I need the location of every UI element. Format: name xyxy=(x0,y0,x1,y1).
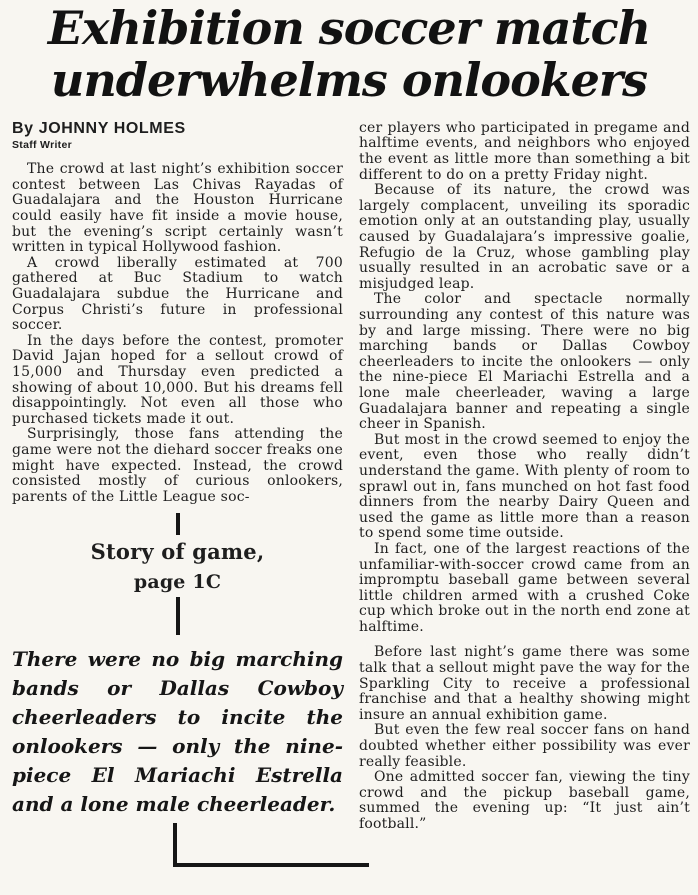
article-headline xyxy=(0,0,698,107)
headline-line-2: underwhelms onlookers xyxy=(50,53,648,108)
article-paragraph: In the days before the contest, promoter David Jajan hoped for a sellout crowd of 15,000 and Thursday even predicted a showing of about 10,000. But his dreams fell disappointingly. Not even all those who purchased tickets made it out. xyxy=(12,332,343,427)
refer-line-1: Story of game, xyxy=(90,539,265,565)
article-paragraph: cer players who participated in pregame and halftime events, and neighbors who enjoyed the event as little more than something a bit different to do on a pretty Friday night. xyxy=(359,119,690,183)
article-paragraph: The color and spectacle normally surrounding any contest of this nature was by and large missing. There were no big marching bands or Dallas Cowboy cheerleaders to incite the onlookers — only the nine-piece El Mariachi Estrella and a lone male cheerleader, waving a large Guadalajara banner and repeating a single cheer in Spanish. xyxy=(359,291,690,433)
article-paragraph: Because of its nature, the crowd was largely complacent, unveiling its sporadic emotion only at an outstanding play, usually caused by Guadalajara’s impressive goalie, Refugio de la Cruz, whose gambling play usually resulted in an acrobatic save or a misjudged leap. xyxy=(359,182,690,292)
article-columns xyxy=(0,121,698,867)
staff-writer-label: Staff Writer xyxy=(12,138,72,151)
article-paragraph: In fact, one of the largest reactions of the unfamiliar-with-soccer crowd came from an impromptu baseball game between several little children armed with a crushed Coke cup which broke out in the north end zone at halftime. xyxy=(359,540,690,635)
article-paragraph: One admitted soccer fan, viewing the tiny crowd and the pickup baseball game, summed the evening up: “It just ain’t football.” xyxy=(359,769,690,832)
article-paragraph: A crowd liberally estimated at 700 gathered at Buc Stadium to watch Guadalajara subdue the Hurricane and Corpus Christi’s future in professional soccer. xyxy=(12,254,343,334)
article-paragraph: Before last night’s game there was some talk that a sellout might pave the way for the Sparkling City to receive a professional franchise and that a healthy showing might insure an annual exhibition game. xyxy=(359,644,690,723)
refer-connector-line-top xyxy=(176,513,180,535)
headline-line-1: Exhibition soccer match xyxy=(47,1,651,55)
byline: By JOHNNY HOLMES xyxy=(12,119,186,137)
pull-quote: There were no big marching bands or Dallas Cowboy cheerleaders to incite the onlookers — only the nine-piece El Mariachi Estrella and a lone male cheerleader. xyxy=(12,647,343,817)
right-column xyxy=(359,121,690,867)
article-paragraph: Surprisingly, those fans attending the game were not the diehard soccer freaks one might have expected. Instead, the crowd consisted mostly of curious onlookers, parents of the Little League soc- xyxy=(12,426,343,505)
article-paragraph: But even the few real soccer fans on hand doubted whether either possibility was ever really feasible. xyxy=(359,722,690,770)
refer-connector-line-bottom xyxy=(176,597,180,635)
article-paragraph: But most in the crowd seemed to enjoy the event, even those who really didn’t understand the game. With plenty of room to sprawl out in, fans munched on hot fast food dinners from the nearby Dairy Queen and used the game as little more than a reason to spend some time outside. xyxy=(359,431,690,542)
refer-line-2: page 1C xyxy=(133,570,222,593)
left-column xyxy=(12,121,343,867)
pull-quote-leader-line xyxy=(173,823,369,867)
article-paragraph: The crowd at last night’s exhibition soccer contest between Las Chivas Rayadas of Guadalajara and the Houston Hurricane could easily have fit inside a movie house, but the evening’s script certainly wasn’t written in typical Hollywood fashion. xyxy=(12,161,343,256)
